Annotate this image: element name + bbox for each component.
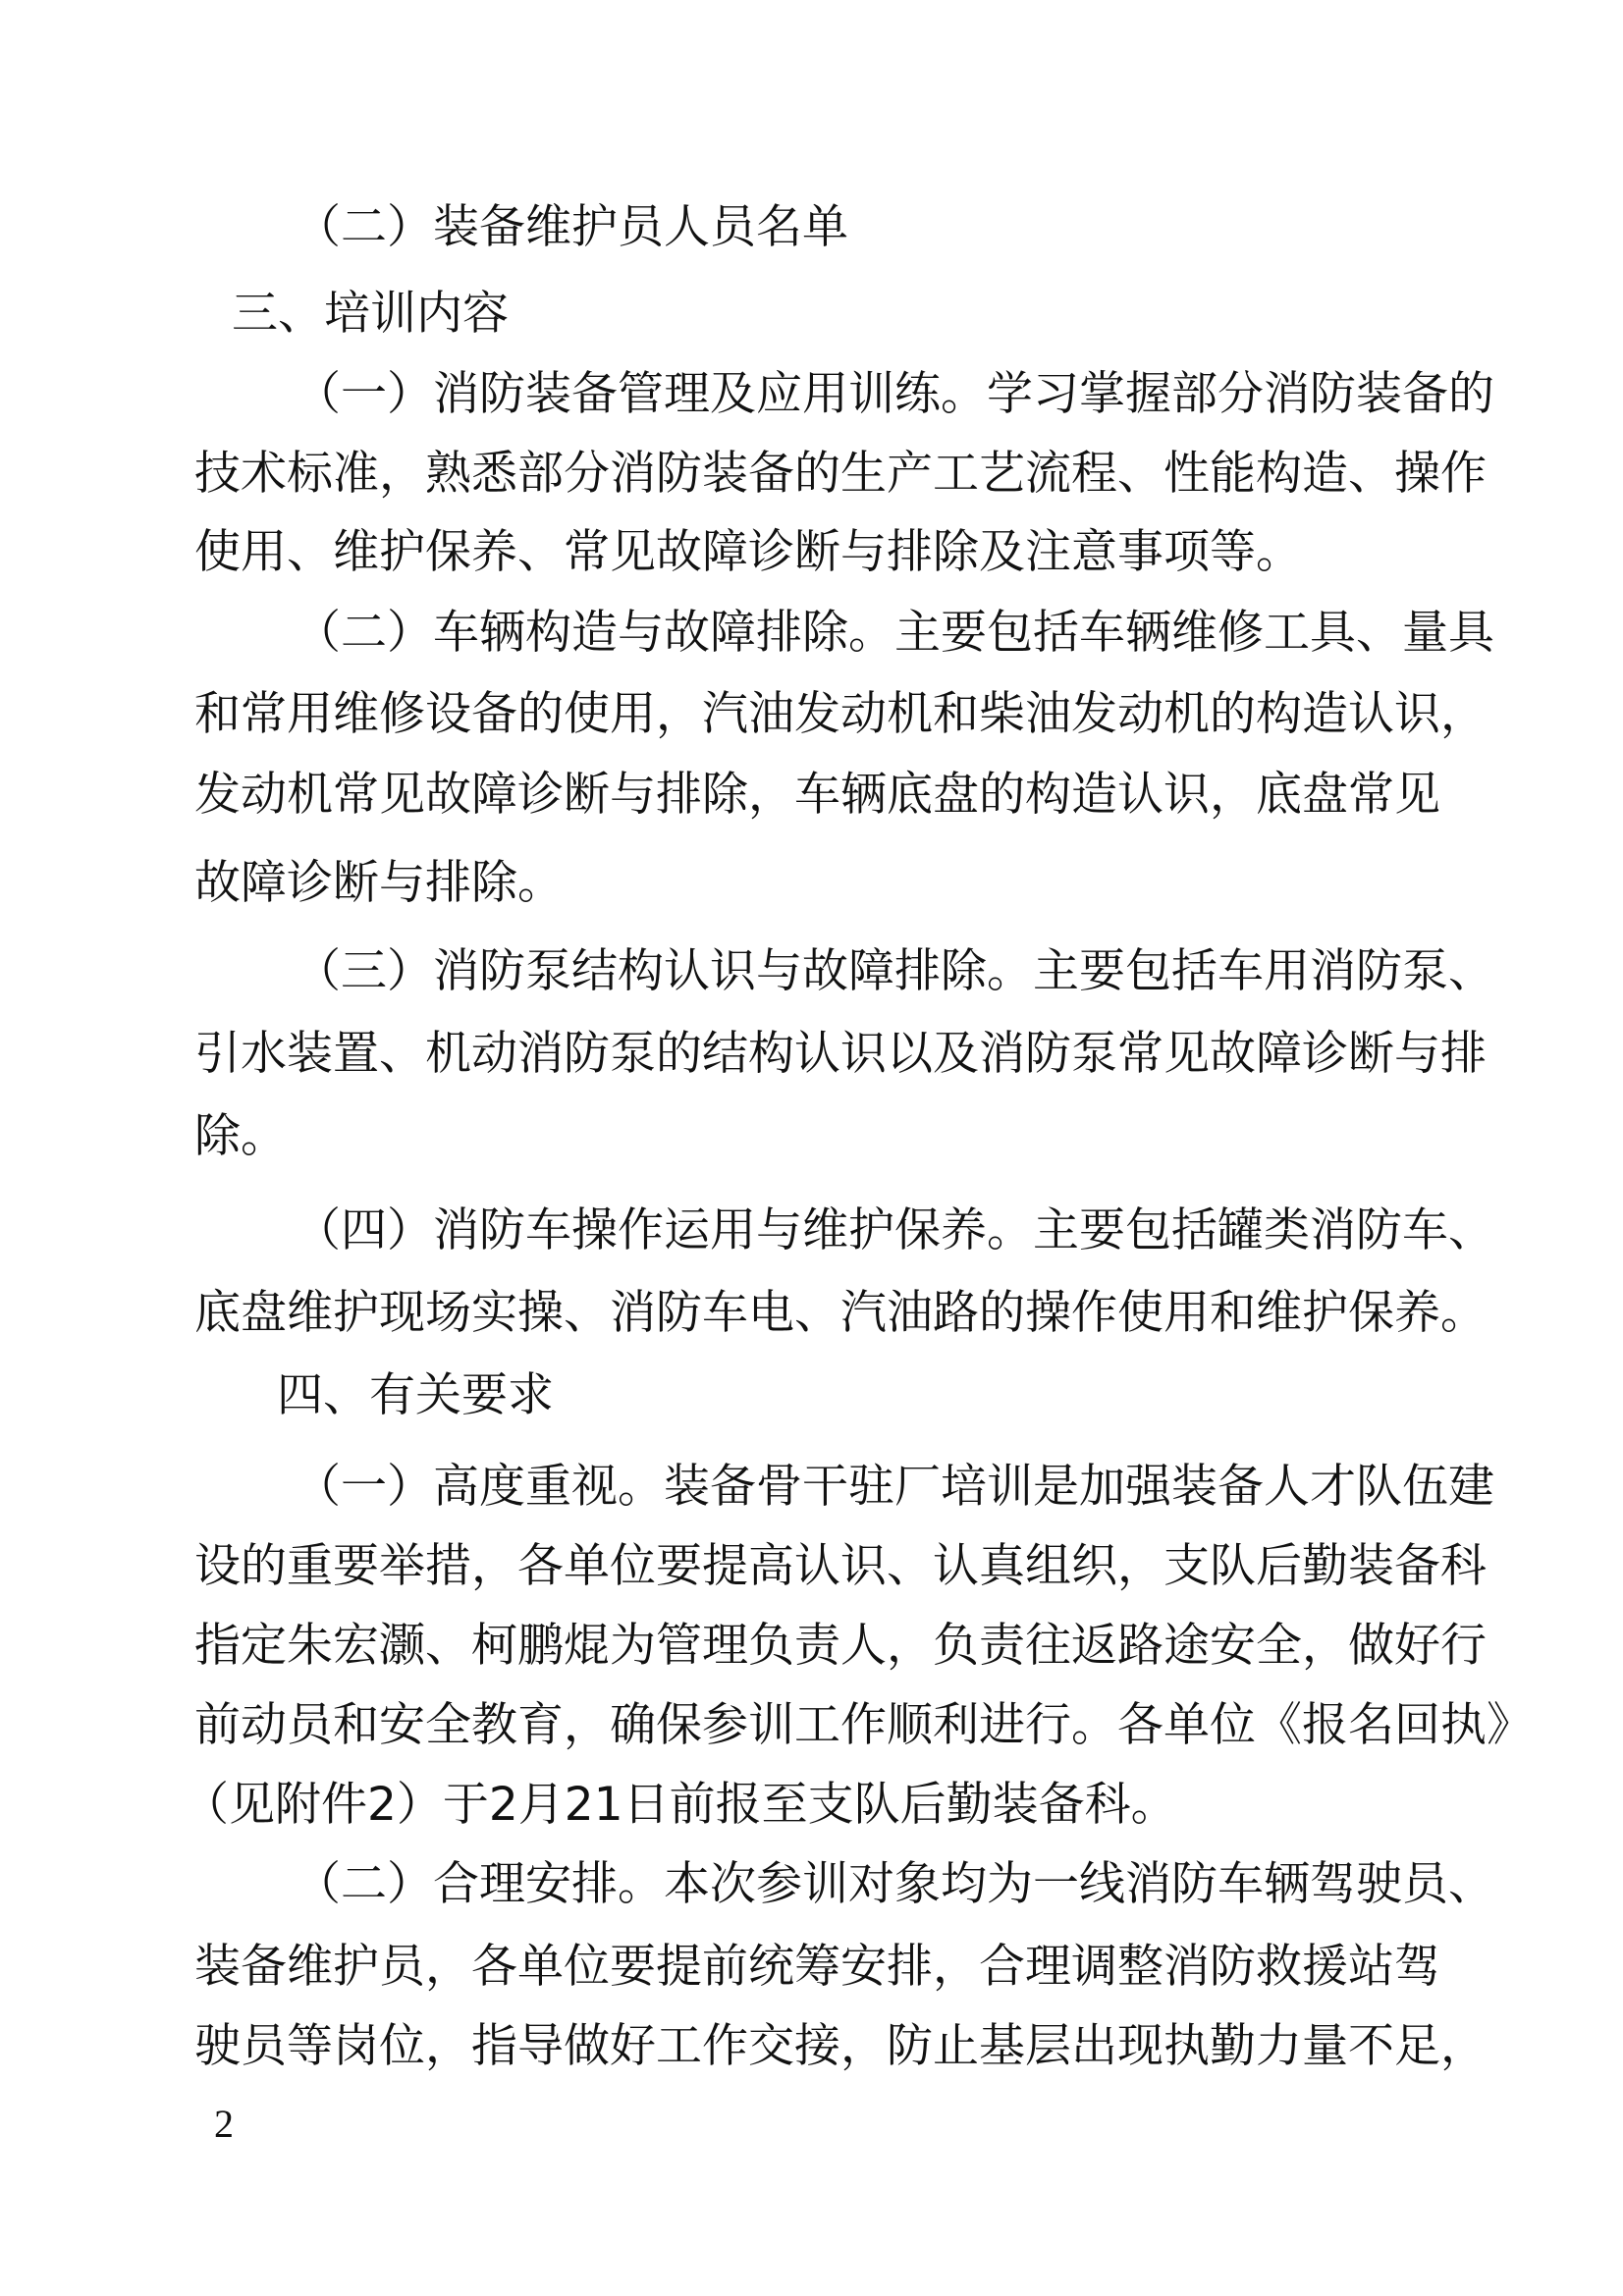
paragraph-line: （二）车辆构造与故障排除。主要包括车辆维修工具、量具 — [295, 606, 1494, 660]
paragraph-line: （二）合理安排。本次参训对象均为一线消防车辆驾驶员、 — [295, 1857, 1494, 1911]
paragraph-line: 前动员和安全教育，确保参训工作顺利进行。各单位《报名回执》 — [194, 1698, 1533, 1752]
subheading-equipment-maintainers: （二）装备维护员人员名单 — [295, 200, 848, 254]
paragraph-line: （四）消防车操作运用与维护保养。主要包括罐类消防车、 — [295, 1203, 1494, 1257]
paragraph-line: 除。 — [194, 1109, 287, 1163]
paragraph-line: 引水装置、机动消防泵的结构认识以及消防泵常见故障诊断与排 — [194, 1027, 1487, 1081]
paragraph-line: 底盘维护现场实操、消防车电、汽油路的操作使用和维护保养。 — [194, 1286, 1487, 1340]
paragraph-line: 指定朱宏灏、柯鹏焜为管理负责人，负责往返路途安全，做好行 — [194, 1619, 1487, 1673]
section-heading-requirements: 四、有关要求 — [277, 1368, 554, 1422]
paragraph-line: 使用、维护保养、常见故障诊断与排除及注意事项等。 — [194, 525, 1302, 579]
paragraph-line: 驶员等岗位，指导做好工作交接，防止基层出现执勤力量不足， — [194, 2019, 1487, 2073]
paragraph-line: 发动机常见故障诊断与排除，车辆底盘的构造认识，底盘常见 — [194, 768, 1440, 822]
paragraph-line: 技术标准，熟悉部分消防装备的生产工艺流程、性能构造、操作 — [194, 447, 1487, 501]
paragraph-line: 故障诊断与排除。 — [194, 856, 564, 910]
paragraph-line: （三）消防泵结构认识与故障排除。主要包括车用消防泵、 — [295, 944, 1494, 998]
paragraph-line: （见附件2）于2月21日前报至支队后勤装备科。 — [183, 1778, 1177, 1832]
page-number: 2 — [214, 2102, 234, 2146]
paragraph-line: 装备维护员，各单位要提前统筹安排，合理调整消防救援站驾 — [194, 1940, 1440, 1994]
paragraph-line: 设的重要举措，各单位要提高认识、认真组织，支队后勤装备科 — [194, 1539, 1487, 1593]
paragraph-line: （一）消防装备管理及应用训练。学习掌握部分消防装备的 — [295, 367, 1494, 421]
paragraph-line: （一）高度重视。装备骨干驻厂培训是加强装备人才队伍建 — [295, 1460, 1494, 1514]
section-heading-training-content: 三、培训内容 — [232, 287, 509, 341]
paragraph-line: 和常用维修设备的使用，汽油发动机和柴油发动机的构造认识， — [194, 687, 1487, 741]
